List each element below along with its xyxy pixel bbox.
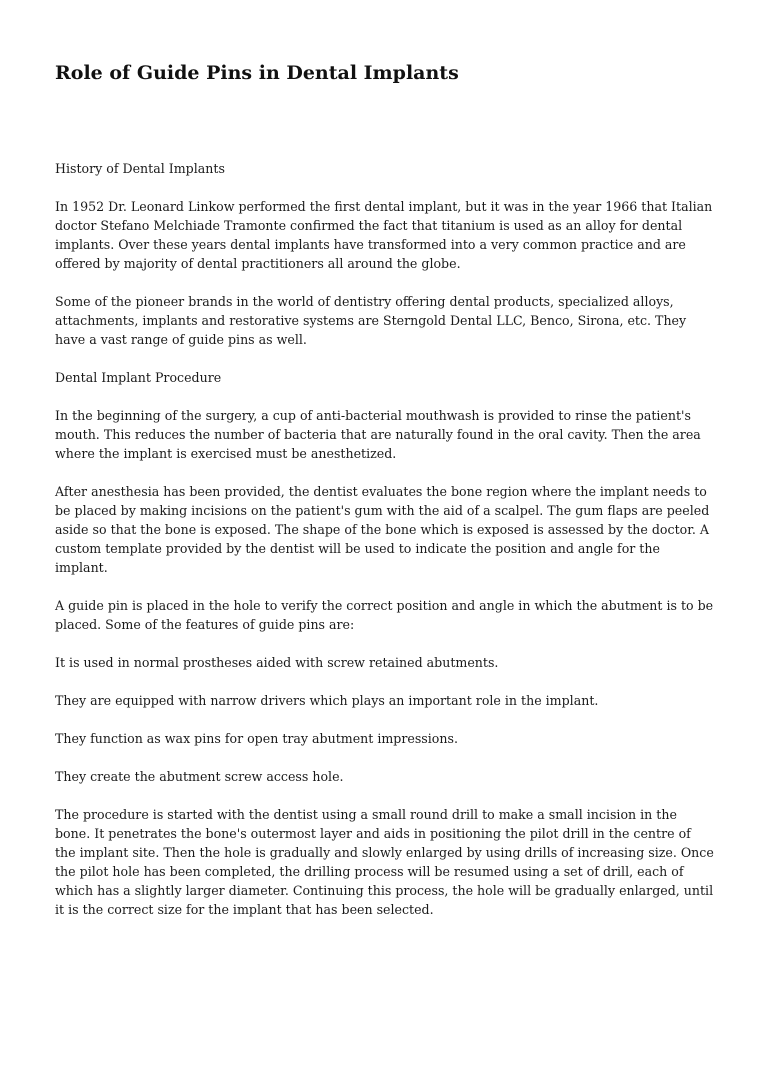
feature-item-access-hole: They create the abutment screw access hole. (55, 769, 344, 784)
document-body (55, 159, 715, 919)
paragraph-anesthesia: After anesthesia has been provided, the dentist evaluates the bone region where the implant needs to be placed by making incisions on the patient's gum with the aid of a scalpel. The gum flaps are peeled aside so that the bone is exposed. The shape of the bone which is exposed is assessed by the doctor. A custom template provided by the dentist will be used to indicate the position and angle for the implant. (55, 484, 710, 575)
feature-item-narrow-drivers: They are equipped with narrow drivers which plays an important role in the implant. (55, 693, 599, 708)
paragraph-mouthwash: In the beginning of the surgery, a cup of anti-bacterial mouthwash is provided to rinse the patient's mouth. This reduces the number of bacteria that are naturally found in the oral cavity. Then the area where the implant is exercised must be anesthetized. (55, 408, 701, 461)
feature-item-wax-pins: They function as wax pins for open tray abutment impressions. (55, 731, 458, 746)
paragraph-pioneer-brands: Some of the pioneer brands in the world of dentistry offering dental products, specialized alloys, attachments, implants and restorative systems are Sterngold Dental LLC, Benco, Sirona, etc. They have a vast range of guide pins as well. (55, 294, 687, 347)
section-heading-procedure: Dental Implant Procedure (55, 370, 222, 385)
feature-item-screw-retained: It is used in normal prostheses aided with screw retained abutments. (55, 655, 499, 670)
paragraph-history-intro: In 1952 Dr. Leonard Linkow performed the first dental implant, but it was in the year 1966 that Italian doctor Stefano Melchiade Tramonte confirmed the fact that titanium is used as an alloy for dental implants. Over these years dental implants have transformed into a very common practice and are offered by majority of dental practitioners all around the globe. (55, 199, 713, 271)
paragraph-drilling-procedure: The procedure is started with the dentist using a small round drill to make a small incision in the bone. It penetrates the bone's outermost layer and aids in positioning the pilot drill in the centre of the implant site. Then the hole is gradually and slowly enlarged by using drills of increasing size. Once the pilot hole has been completed, the drilling process will be resumed using a set of drill, each of which has a slightly larger diameter. Continuing this process, the hole will be gradually enlarged, until it is the correct size for the implant that has been selected. (55, 807, 714, 917)
document-title: Role of Guide Pins in Dental Implants (55, 62, 459, 84)
document-page (55, 60, 715, 938)
section-heading-history: History of Dental Implants (55, 161, 225, 176)
paragraph-guide-pin-intro: A guide pin is placed in the hole to verify the correct position and angle in which the abutment is to be placed. Some of the features of guide pins are: (55, 598, 714, 632)
